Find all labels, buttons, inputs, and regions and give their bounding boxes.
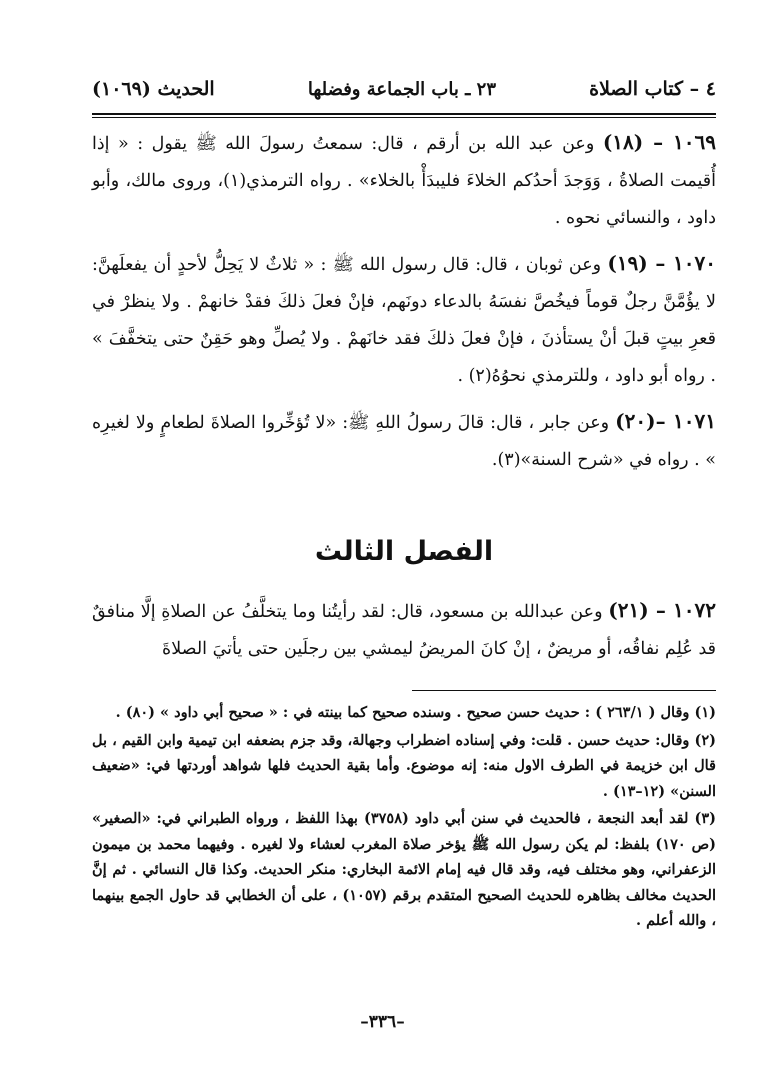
footnote-divider <box>412 690 716 691</box>
running-header <box>92 70 716 108</box>
hadith-1069 <box>92 124 716 237</box>
header-chapter-title: ٢٣ ـ باب الجماعة وفضلها <box>307 78 496 100</box>
header-hadith-range: الحديث (١٠٦٩) <box>92 78 215 100</box>
header-divider <box>92 113 716 118</box>
hadith-text: وعن عبد الله بن أرقم ، قال: سمعتُ رسولَ الله ﷺ يقول : « إذا أُقيمت الصلاةُ ، وَوَجدَ أحدُكم الخلاءَ فليبدَأْ بالخلاء» . رواه الترمذي(١)، وروى مالك، وأبو داود ، والنسائي نحوه . <box>92 134 716 228</box>
footnotes <box>92 700 716 936</box>
hadith-text: وعن ثوبان ، قال: قال رسول الله ﷺ : « ثلاثٌ لا يَحِلُّ لأحدٍ أن يفعلَهنَّ: لا يؤُمَّنَّ رجلٌ قوماً فيخُصَّ نفسَهُ بالدعاء دونَهم، فإنْ فعلَ ذلكَ فقدْ خانهمْ . ولا ينظرْ في قعرِ بيتٍ قبلَ أنْ يستأذنَ ، فإنْ فعلَ ذلكَ فقد خانَهمْ . ولا يُصلِّ وهو حَقِنٌ حتى يتخفَّفَ » . رواه أبو داود ، وللترمذي نحوُهُ(٢) . <box>92 255 716 386</box>
hadith-1070 <box>92 245 716 395</box>
main-text <box>92 124 716 479</box>
hadith-number: ١٠٧٠ – (١٩) <box>607 251 716 275</box>
header-book-title: ٤ – كتاب الصلاة <box>589 78 716 100</box>
hadith-text: وعن عبدالله بن مسعود، قال: لقد رأيتُنا وما يتخلَّفُ عن الصلاةِ إلَّا منافقٌ قد عُلِم نفاقُه، أو مريضٌ ، إنْ كانَ المريضُ ليمشي بين رجلَين حتى يأتيَ الصلاةَ <box>92 602 716 659</box>
hadith-text: وعن جابر ، قال: قالَ رسولُ اللهِ ﷺ: «لا تُؤخِّروا الصلاةَ لطعامٍ ولا لغيرِه » . رواه في «شرح السنة»(٣). <box>92 413 716 470</box>
footnote-3: (٣) لقد أبعد النجعة ، فالحديث في سنن أبي داود (٣٧٥٨) بهذا اللفظ ، ورواه الطبراني في: «الصغير» (ص ١٧٠) بلفظ: لم يكن رسول الله ﷺ يؤخر صلاة المغرب لعشاء ولا لغيره . وفيهما محمد بن ميمون الزعفراني، وهو مختلف فيه، وقد قال فيه إمام الائمة البخاري: منكر الحديث. وكذا قال النسائي . ثم إنَّ الحديث مخالف بظاهره للحديث الصحيح المتقدم برقم (١٠٥٧) ، على أن الخطابي قد حاول الجمع بينهما ، والله أعلم . <box>92 810 716 929</box>
hadith-number: ١٠٧١ –(٢٠) <box>615 409 716 433</box>
hadith-number: ١٠٧٢ – (٢١) <box>608 598 717 622</box>
hadith-number: ١٠٦٩ – (١٨) <box>602 130 717 154</box>
section-title: الفصل الثالث <box>314 536 494 567</box>
footnote-1: (١) وقال ( ٢٦٣/١ ) : حديث حسن صحيح . وسنده صحيح كما بينته في : « صحيح أبي داود » (٨٠) . <box>115 704 716 721</box>
main-text-section-3 <box>92 592 716 668</box>
footnote-2: (٢) وقال: حديث حسن . قلت: وفي إسناده اضطراب وجهالة، وقد جزم بضعفه ابن تيمية وابن القيم ، بل قال ابن خزيمة في الطرف الاول منه: إنه موضوع. وأما بقية الحديث فلها شواهد أوردتها في: «ضعيف السنن» (١٢–١٣) . <box>92 731 716 800</box>
page-number: –٣٣٦– <box>360 1012 405 1032</box>
hadith-1071 <box>92 403 716 479</box>
hadith-1072 <box>92 592 716 668</box>
